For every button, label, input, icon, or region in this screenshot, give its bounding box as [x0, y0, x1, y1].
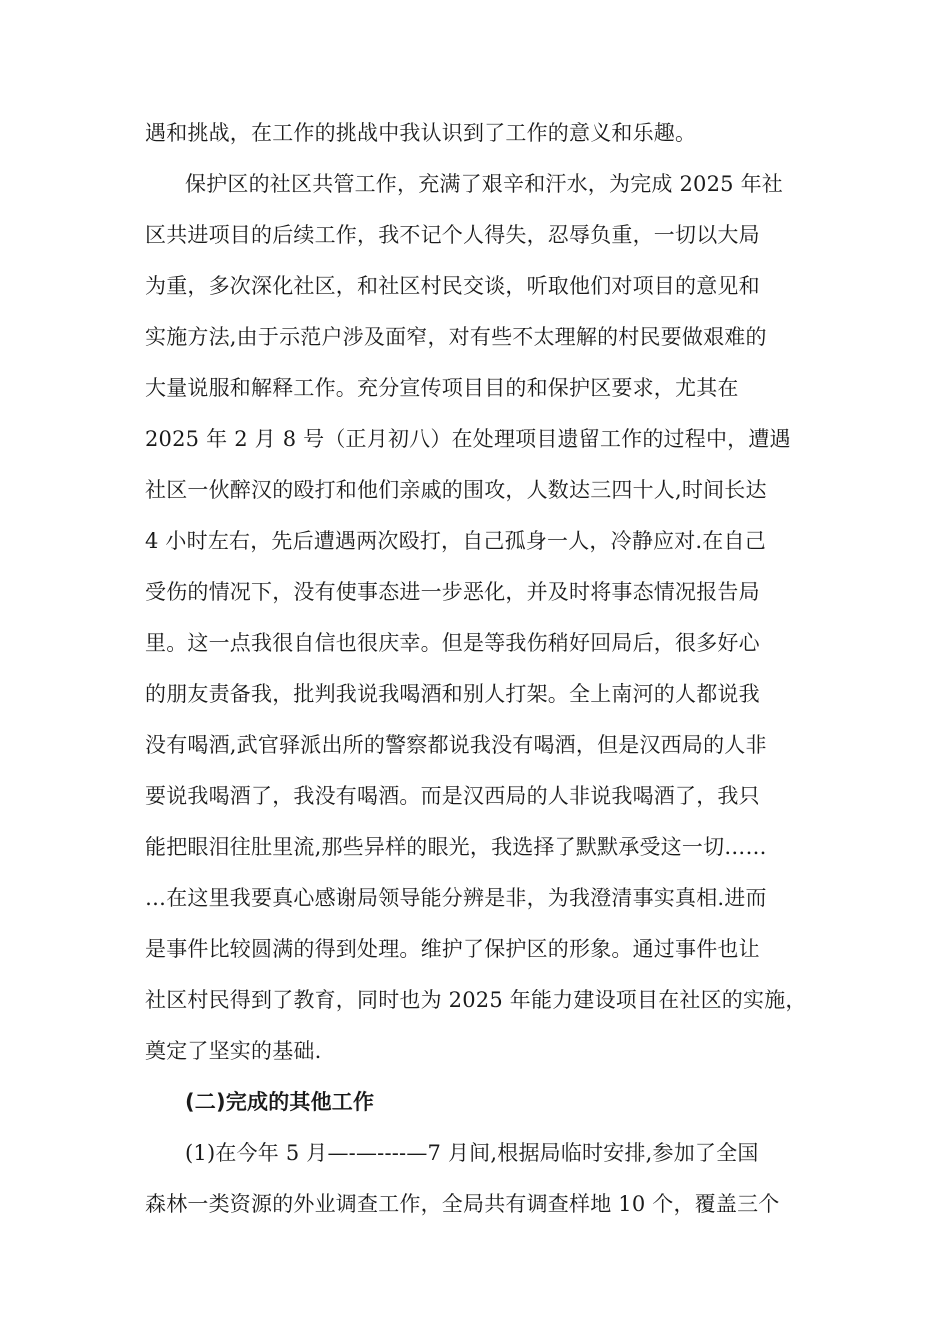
text-line: …在这里我要真心感谢局领导能分辨是非，为我澄清事实真相.进而	[145, 886, 767, 910]
text-line: 2025 年 2 月 8 号（正月初八）在处理项目遗留工作的过程中，遭遇	[145, 427, 791, 451]
text-line: 社区村民得到了教育，同时也为 2025 年能力建设项目在社区的实施，	[145, 988, 807, 1012]
text-line: 奠定了坚实的基础.	[145, 1039, 322, 1063]
text-line: 的朋友责备我，批判我说我喝酒和别人打架。全上南河的人都说我	[145, 682, 760, 706]
section-heading: (二)完成的其他工作	[185, 1090, 375, 1114]
text-line: 里。这一点我很自信也很庆幸。但是等我伤稍好回局后，很多好心	[145, 631, 760, 655]
text-line: 没有喝酒,武官驿派出所的警察都说我没有喝酒，但是汉西局的人非	[145, 733, 767, 757]
text-line: 实施方法,由于示范户涉及面窄，对有些不太理解的村民要做艰难的	[145, 325, 767, 349]
text-line: 要说我喝酒了，我没有喝酒。而是汉西局的人非说我喝酒了，我只	[145, 784, 760, 808]
paragraph-start-line: 保护区的社区共管工作，充满了艰辛和汗水，为完成 2025 年社	[185, 172, 783, 196]
text-line: 遇和挑战，在工作的挑战中我认识到了工作的意义和乐趣。	[145, 121, 697, 145]
text-line: 能把眼泪往肚里流,那些异样的眼光，我选择了默默承受这一切……	[145, 835, 767, 859]
paragraph-start-line: (1)在今年 5 月—-—----—7 月间,根据局临时安排,参加了全国	[185, 1141, 759, 1165]
text-line: 森林一类资源的外业调查工作，全局共有调查样地 10 个，覆盖三个	[145, 1192, 780, 1216]
text-line: 受伤的情况下，没有使事态进一步恶化，并及时将事态情况报告局	[145, 580, 760, 604]
text-line: 是事件比较圆满的得到处理。维护了保护区的形象。通过事件也让	[145, 937, 760, 961]
text-line: 4 小时左右，先后遭遇两次殴打，自己孤身一人，冷静应对.在自己	[145, 529, 766, 553]
text-line: 大量说服和解释工作。充分宣传项目目的和保护区要求，尤其在	[145, 376, 739, 400]
text-line: 社区一伙醉汉的殴打和他们亲戚的围攻，人数达三四十人,时间长达	[145, 478, 767, 502]
text-line: 为重，多次深化社区，和社区村民交谈，听取他们对项目的意见和	[145, 274, 760, 298]
text-line: 区共进项目的后续工作，我不记个人得失，忍辱负重，一切以大局	[145, 223, 760, 247]
